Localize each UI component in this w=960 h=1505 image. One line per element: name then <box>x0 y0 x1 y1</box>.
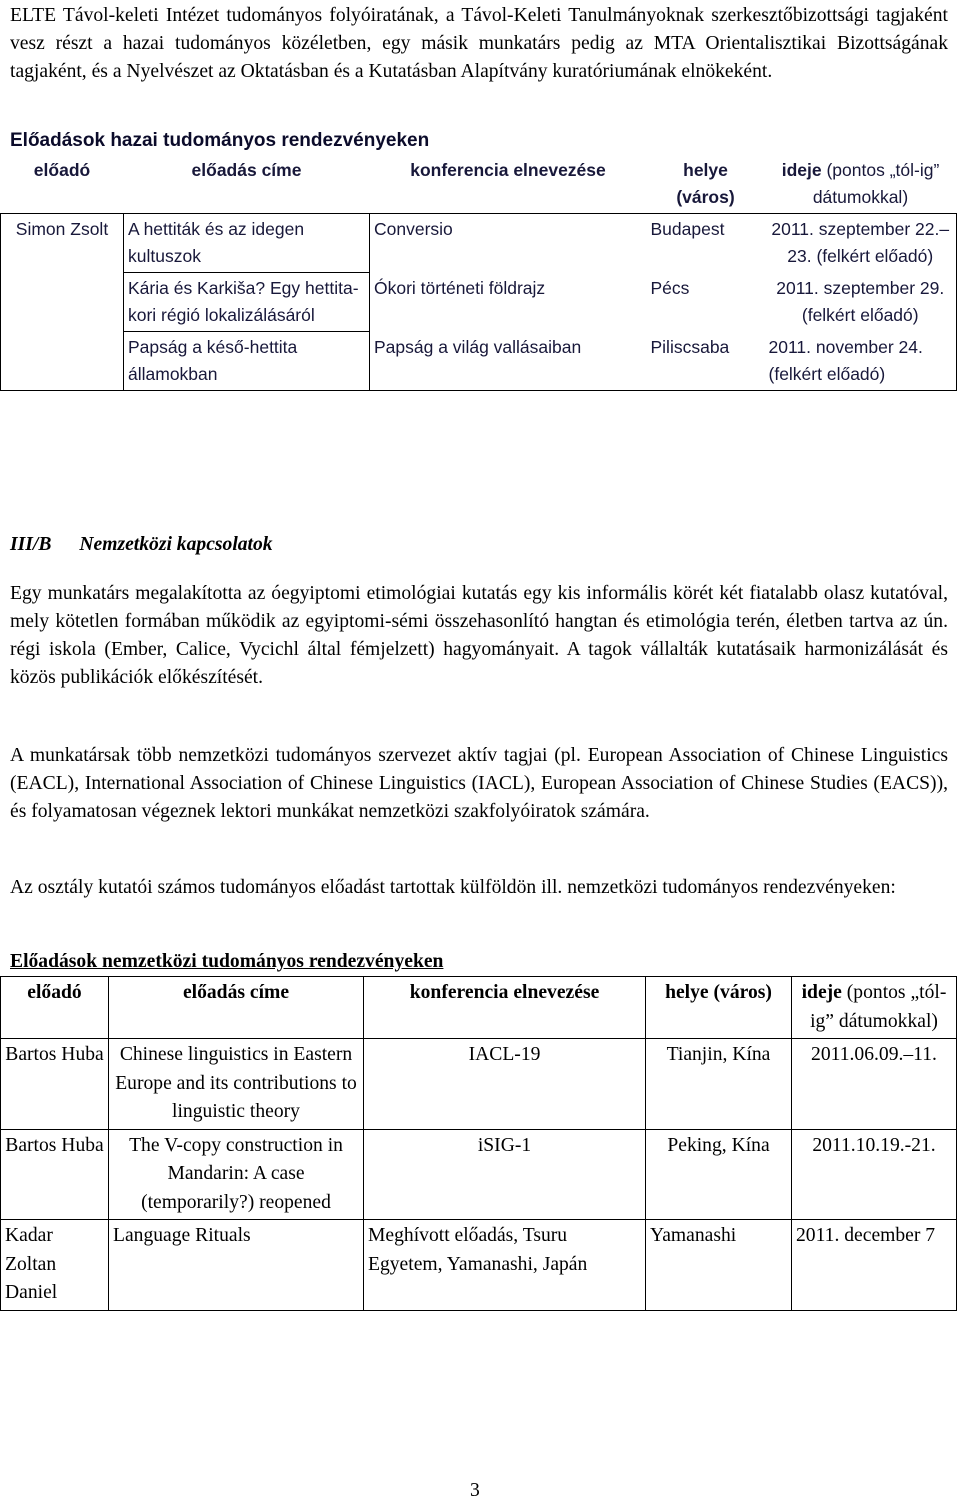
date-cell: 2011. december 7 <box>792 1220 957 1311</box>
intro-paragraph: ELTE Távol-keleti Intézet tudományos folyóiratának, a Távol-Keleti Tanulmányoknak szerkesztőbizottsági tagjaként vesz részt a hazai tudományos közéletben, egy másik munkatárs pedig az MTA Orientalisztikai Bizottságának tagjaként, és a Nyelvészet az Oktatásban és a Kutatásban Alapítvány kuratóriumának elnökeként. <box>10 5 948 82</box>
conference-cell: Papság a világ vallásaiban <box>370 332 647 391</box>
conference-cell: IACL-19 <box>364 1039 646 1130</box>
paragraph-memberships: A munkatársak több nemzetközi tudományos szervezet aktív tagjai (pl. European Association of Chinese Linguistics (EACL), International Association of Chinese Linguistics (IACL), European Association of Chinese Studies (EACS)), és folyamatosan végeznek lektori munkákat nemzetközi szakfolyóiratok számára. <box>10 745 948 822</box>
header-conference: konferencia elnevezése <box>410 160 606 180</box>
table-header-row <box>1 155 957 214</box>
section-title: Nemzetközi kapcsolatok <box>79 534 273 555</box>
date-cell: 2011.10.19.-21. <box>792 1129 957 1220</box>
table-row <box>1 332 957 391</box>
header-talk-title: előadás címe <box>109 977 364 1039</box>
header-place: helye (város) <box>646 977 792 1039</box>
talk-title-cell: Kária és Karkiša? Egy hettita-kori régió lokalizálásáról <box>124 273 370 332</box>
table-row <box>1 273 957 332</box>
place-cell: Yamanashi <box>646 1220 792 1311</box>
table-row <box>1 1129 957 1220</box>
talk-title-cell: The V-copy construction in Mandarin: A case (temporarily?) reopened <box>109 1129 364 1220</box>
table-row <box>1 1039 957 1130</box>
table-row <box>1 214 957 273</box>
place-cell: Piliscsaba <box>647 332 765 391</box>
conference-cell: Ókori történeti földrajz <box>370 273 647 332</box>
speaker-cell: Bartos Huba <box>1 1039 109 1130</box>
paragraph-talks-intro: Az osztály kutatói számos tudományos előadást tartottak külföldön ill. nemzetközi tudományos rendezvényeken: <box>10 877 896 898</box>
header-date: ideje (pontos „tól-ig” dátumokkal) <box>792 977 957 1039</box>
header-date-sub: (pontos „tól-ig” dátumokkal) <box>812 160 940 207</box>
talk-title-cell: Chinese linguistics in Eastern Europe and its contributions to linguistic theory <box>109 1039 364 1130</box>
conference-cell: Conversio <box>370 214 647 273</box>
intl-talks-heading: Előadások nemzetközi tudományos rendezvényeken <box>10 951 444 972</box>
date-cell: 2011. november 24. (felkért előadó) <box>765 332 957 391</box>
header-talk-title: előadás címe <box>191 160 302 180</box>
paragraph-etymology: Egy munkatárs megalakította az óegyiptomi etimológiai kutatás egy kis informális körét két fiatalabb olasz kutatóval, mely kötetlen formában működik az egyiptomi-sémi összehasonlító hangtan és etimológia terén, életben tartva az ún. régi iskola (Ember, Calice, Vycichl által fémjelzett) hagyományait. A tagok vállalták kutatásaik harmonizálását és közös publikációk előkészítését. <box>10 583 948 688</box>
local-talks-heading: Előadások hazai tudományos rendezvényeken <box>10 130 430 151</box>
section-number: III/B <box>10 534 52 555</box>
speaker-cell: Simon Zsolt <box>1 214 124 391</box>
header-date <box>765 155 957 214</box>
header-speaker: előadó <box>1 977 109 1039</box>
place-cell: Pécs <box>650 277 690 298</box>
header-place-main: helye <box>683 160 728 180</box>
date-cell: 2011. szeptember 29. (felkért előadó) <box>765 273 957 332</box>
table-header-row <box>1 977 957 1039</box>
place-cell: Tianjin, Kína <box>646 1039 792 1130</box>
speaker-cell: Kadar Zoltan Daniel <box>1 1220 109 1311</box>
local-talks-table <box>0 155 957 391</box>
header-speaker: előadó <box>33 160 91 180</box>
header-conference: konferencia elnevezése <box>364 977 646 1039</box>
table-row <box>1 1220 957 1311</box>
header-place <box>647 155 765 214</box>
intl-talks-table <box>0 976 957 1311</box>
place-cell: Peking, Kína <box>646 1129 792 1220</box>
conference-cell: iSIG-1 <box>364 1129 646 1220</box>
talk-title-cell: Papság a késő-hettita államokban <box>124 332 370 391</box>
section-heading <box>10 534 301 556</box>
speaker-cell: Bartos Huba <box>1 1129 109 1220</box>
conference-cell: Meghívott előadás, Tsuru Egyetem, Yamanashi, Japán <box>364 1220 646 1311</box>
date-cell: 2011. szeptember 22.–23. (felkért előadó) <box>765 214 957 273</box>
place-cell: Budapest <box>647 214 765 273</box>
header-place-sub: (város) <box>676 187 735 207</box>
header-date-main: ideje <box>781 160 822 180</box>
talk-title-cell: A hettiták és az idegen kultuszok <box>124 214 370 273</box>
date-cell: 2011.06.09.–11. <box>792 1039 957 1130</box>
page-number: 3 <box>470 1480 480 1501</box>
talk-title-cell: Language Rituals <box>109 1220 364 1311</box>
